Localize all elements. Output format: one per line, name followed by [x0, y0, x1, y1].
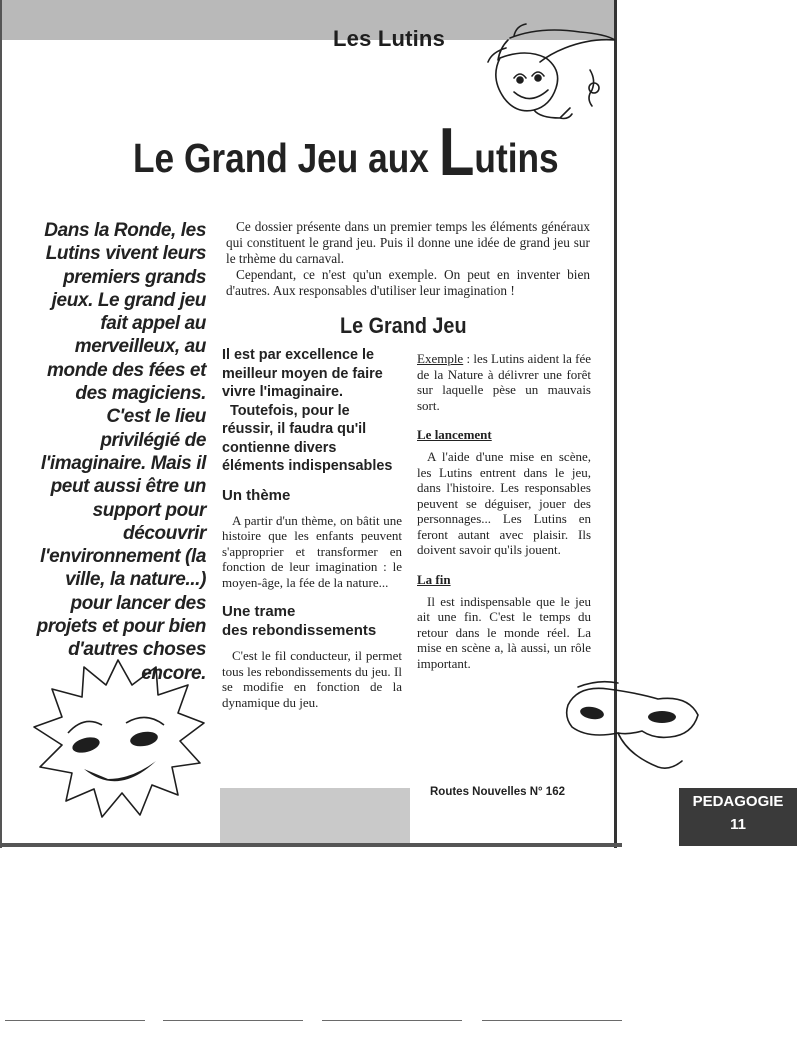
gnome-illustration-icon [470, 18, 620, 123]
intro-paragraph-1: Ce dossier présente dans un premier temps les éléments généraux qui constituent le grand jeu. Puis il donne une idée de grand jeu sur le trhème du carnaval. [226, 219, 590, 266]
article-column-right [417, 351, 591, 671]
divider [5, 1020, 145, 1021]
sun-face-illustration-icon [28, 655, 208, 825]
lead-paragraph-1: Il est par excellence le meilleur moyen de faire vivre l'imaginaire. [222, 347, 383, 400]
lancement-heading: Le lancement [417, 427, 492, 442]
page-frame-bottom [2, 843, 622, 847]
fin-heading: La fin [417, 571, 451, 587]
fin-text: Il est indispensable que le jeu ait une fin. C'est le temps du retour dans le monde réel. La mise en scène a, là aussi, un rôle important. [417, 593, 591, 671]
theme-heading: Un thème [222, 486, 291, 504]
theme-text: A partir d'un thème, on bâtit une histoire que les enfants peuvent s'approprier et transformer en fonction de leur imagination : le moyen-âge, la fée de la nature... [222, 512, 402, 590]
trame-heading-line-1: Une trame [222, 603, 296, 620]
section-tab [679, 788, 797, 846]
divider [482, 1020, 622, 1021]
title-prefix: Le Grand Jeu aux [133, 135, 439, 181]
main-title [133, 114, 559, 190]
example-label: Exemple [417, 351, 464, 366]
divider [322, 1020, 462, 1021]
example-text: : les Lutins aident la fée de la Nature à délivrer une forêt sur laquelle pèse un mauvais sort. [417, 351, 592, 413]
category-label: PEDAGOGIE [692, 793, 784, 810]
lead-paragraph-2: Toutefois, pour le réussir, il faudra qu'il contienne divers éléments indispensables [222, 402, 393, 474]
carnival-mask-illustration-icon [558, 675, 708, 775]
divider [163, 1020, 303, 1021]
sidebar-intro: Dans la Ronde, les Lutins vivent leurs premiers grands jeux. Le grand jeu fait appel au merveilleux, au monde des fées et des magiciens. C'est le lieu privilégié de l'imaginaire. Mais il peut aussi être un support pour découvrir l'environnement (la ville, la nature...) pour lancer des projets et pour bien d'autres choses encore. [36, 220, 206, 684]
page-number: 11 [730, 816, 746, 833]
title-rest: utins [474, 135, 559, 181]
title-big-letter: L [438, 114, 475, 190]
trame-heading [222, 602, 402, 640]
page-frame-left [0, 0, 2, 848]
article-column-left [222, 346, 402, 710]
intro-text [226, 219, 590, 299]
trame-text: C'est le fil conducteur, il permet tous les rebondissements du jeu. Il se modifie en fonction de la dynamique du jeu. [222, 648, 402, 710]
intro-paragraph-2: Cependant, ce n'est qu'un exemple. On peut en inventer bien d'autres. Aux responsables d'utiliser leur imagination ! [226, 267, 590, 298]
section-title: Le Grand Jeu [340, 313, 467, 338]
trame-heading-line-2: des rebondissements [222, 622, 377, 639]
example-paragraph [417, 351, 591, 413]
journal-reference: Routes Nouvelles N° 162 [430, 786, 565, 798]
footer-band [220, 788, 410, 843]
section-label: Les Lutins [333, 26, 446, 51]
lancement-text: A l'aide d'une mise en scène, les Lutins entrent dans le jeu, dans l'histoire. Les responsables peuvent se déguiser, jouer des personnages... Les Lutins en feront autant avec plaisir. Ils doivent savoir qu'ils jouent. [417, 449, 591, 557]
